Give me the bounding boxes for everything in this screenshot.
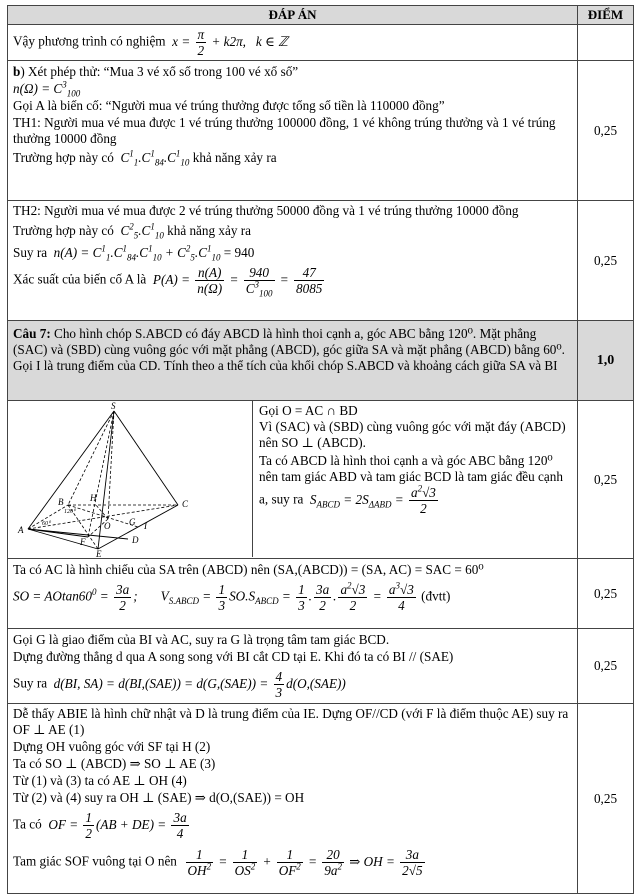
score-cell: 0,25 — [578, 559, 634, 629]
label-g: G — [129, 517, 136, 527]
label-o: O — [104, 521, 111, 531]
conclusion-text: Vậy phương trình có nghiệm — [13, 33, 166, 49]
label-a: A — [18, 525, 24, 535]
score-cell: 0,25 — [578, 704, 634, 894]
score-cell: 0,25 — [578, 629, 634, 704]
label-f: F — [80, 537, 86, 547]
score-cell: 0,25 — [578, 201, 634, 321]
score-cell: 1,0 — [578, 321, 634, 401]
table-row: TH2: Người mua vé mua được 2 vé trúng thưởng 50000 đồng và 1 vé trúng thưởng 10000 đồng Trường hợp này có $C^2_5.C^1_{10}$ khả năng xảy ra Suy ra $n(A) = C^1_1.C^1_{84}.C^1_{10} + C^2_5.C^1_{10} = 940$ Xác suất của biến cố A là P(A) = $\frac{n(A)}{n(\Omega)}$ = $\frac{940}{C^3_{100}}$ = $\frac{47}{8085}$ 0,25 — [8, 201, 634, 321]
table-row: S A B C D H O G I F E 60⁰ 120⁰ Gọi O = AC ∩ BD Vì (SAC) và (SBD) cùng vuông góc với mặt đáy (ABCD) nên SO ⊥ (ABCD). Ta có ABCD là hình thoi cạnh a và góc ABC bằng 120⁰ nên tam giác ABD và tam giác BCD là tam giác đều cạnh a, suy ra $S_{ABCD} = 2S_{\Delta ABD}$ = $\frac{a^2√3}{2}$ 0,25 — [8, 401, 634, 559]
pyramid-figure — [8, 401, 253, 557]
label-angle-120: 120⁰ — [64, 509, 76, 515]
label-angle-60: 60⁰ — [42, 521, 51, 527]
score-cell: 0,25 — [578, 61, 634, 201]
solution-formula: x = $\frac{\pi}{2}$ + k2π, k ∈ ℤ — [168, 27, 288, 58]
answer-header: ĐÁP ÁN — [8, 6, 578, 25]
label-s: S — [111, 401, 116, 411]
table-row: Dễ thấy ABIE là hình chữ nhật và D là trung điểm của IE. Dựng OF//CD (với F là điểm thuộc AE) suy ra OF ⊥ AE (1) Dựng OH vuông góc với SF tại H (2) Ta có SO ⊥ (ABCD) ⇒ SO ⊥ AE (3) Từ (1) và (3) ta có AE ⊥ OH (4) Từ (2) và (4) suy ra OH ⊥ (SAE) ⇒ d(O,(SAE)) = OH Ta có OF = $\frac{1}{2}$ (AB + DE) = $\frac{3a}{4}$ Tam giác SOF vuông tại O nên $\frac{1}{OH^2}$ = $\frac{1}{OS^2}$ + $\frac{1}{OF^2}$ = $\frac{20}{9a^2}$ ⇒ OH = $\frac{3a}{2√5}$ 0,25 — [8, 704, 634, 894]
label-c: C — [182, 499, 189, 509]
table-header-row — [8, 6, 634, 25]
score-cell: 0,25 — [578, 401, 634, 559]
answer-table — [7, 5, 634, 894]
score-cell — [578, 25, 634, 61]
table-row: Ta có AC là hình chiếu của SA trên (ABCD) nên (SA,(ABCD)) = (SA, AC) = SAC = 60⁰ SO = $AOtan60^0$ = $\frac{3a}{2}$ ; $V_{S.ABCD}$ = $\frac{1}{3}$ $SO.S_{ABCD}$ = $\frac{1}{3}$ . $\frac{3a}{2}$ . $\frac{a^2√3}{2}$ = $\frac{a^3√3}{4}$ (đvtt) 0,25 — [8, 559, 634, 629]
table-row — [8, 25, 634, 61]
table-row: b) Xét phép thử: “Mua 3 vé xổ số trong 100 vé xổ số” $n(\Omega) = C^3_{100}$ Gọi A là biến cố: “Người mua vé trúng thưởng được tổng số tiền là 110000 đồng” TH1: Người mua vé mua được 1 vé trúng thưởng 100000 đồng, 1 vé không trúng thưởng và 1 vé trúng thưởng 10000 đồng Trường hợp này có $C^1_1.C^1_{84}.C^1_{10}$ khả năng xảy ra 0,25 — [8, 61, 634, 201]
label-h: H — [90, 493, 97, 503]
label-b: B — [58, 497, 64, 507]
label-e: E — [96, 549, 102, 557]
score-header: ĐIỂM — [578, 6, 634, 25]
label-i: I — [144, 521, 147, 531]
label-d: D — [132, 535, 139, 545]
question-row: Câu 7: Cho hình chóp S.ABCD có đáy ABCD là hình thoi cạnh a, góc ABC bằng 120⁰. Mặt phẳng (SAC) và (SBD) cùng vuông góc với mặt phẳng (ABCD), góc giữa SA và mặt phẳng (ABCD) bằng 60⁰. Gọi I là trung điểm của CD. Tính theo a thể tích của khối chóp S.ABCD và khoảng cách giữa SA và BI 1,0 — [8, 321, 634, 401]
table-row: Gọi G là giao điểm của BI và AC, suy ra G là trọng tâm tam giác BCD. Dựng đường thẳng d qua A song song với BI cắt CD tại E. Khi đó ta có BI // (SAE) Suy ra d(BI, SA) = d(BI,(SAE)) = d(G,(SAE)) = $\frac{4}{3}$ d(O,(SAE)) 0,25 — [8, 629, 634, 704]
